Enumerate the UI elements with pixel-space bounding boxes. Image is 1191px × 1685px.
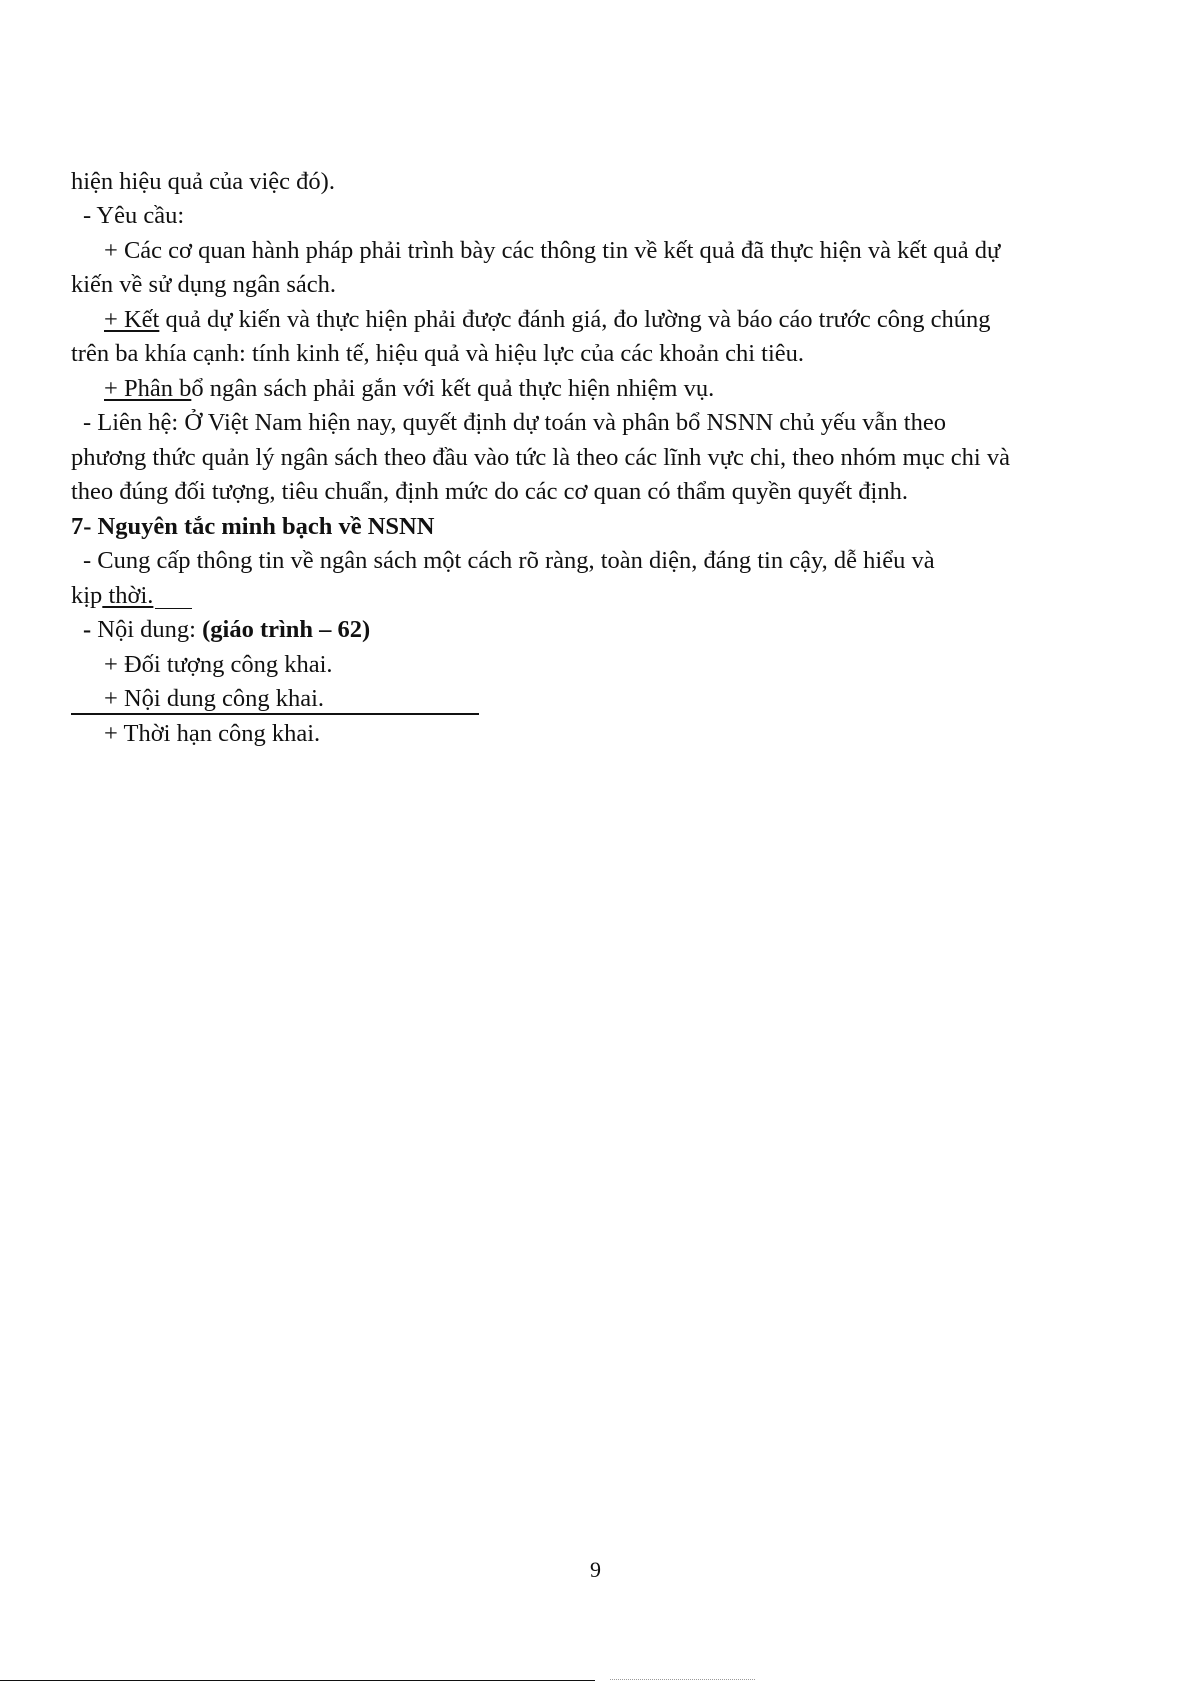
reference: (giáo trình – 62) bbox=[202, 616, 371, 643]
page-number: 9 bbox=[590, 1557, 601, 1582]
text-line: hiện hiệu quả của việc đó). bbox=[71, 168, 335, 195]
text-line bbox=[83, 615, 370, 645]
list-item: + Thời hạn công khai. bbox=[104, 720, 321, 747]
footer-rule bbox=[0, 1680, 595, 1681]
text-line: kiến về sử dụng ngân sách. bbox=[71, 271, 337, 298]
content-label: Nội dung: bbox=[91, 616, 203, 643]
underlined-text: thời. bbox=[102, 582, 154, 609]
footer-faint-mark bbox=[610, 1679, 755, 1680]
text-line: - Cung cấp thông tin về ngân sách một cách rõ ràng, toàn diện, đáng tin cậy, dễ hiểu và bbox=[83, 547, 935, 574]
text-line: trên ba khía cạnh: tính kinh tế, hiệu quả và hiệu lực của các khoản chi tiêu. bbox=[71, 340, 805, 367]
text-line: phương thức quản lý ngân sách theo đầu vào tức là theo các lĩnh vực chi, theo nhóm mục chi và bbox=[71, 444, 1010, 471]
text-line: - Liên hệ: Ở Việt Nam hiện nay, quyết định dự toán và phân bổ NSNN chủ yếu vẫn theo bbox=[83, 409, 946, 436]
text-line: - Yêu cầu: bbox=[83, 202, 185, 229]
text-line bbox=[104, 305, 991, 335]
underline-extension bbox=[155, 608, 192, 609]
text-span: kịp bbox=[71, 582, 103, 609]
list-item: + Nội dung công khai. bbox=[104, 685, 324, 712]
horizontal-rule bbox=[71, 713, 479, 715]
underlined-text: + Phân b bbox=[104, 375, 192, 402]
list-item: + Đối tượng công khai. bbox=[104, 651, 333, 678]
text-span: ổ ngân sách phải gắn với kết quả thực hiện nhiệm vụ. bbox=[191, 375, 715, 402]
text-line bbox=[71, 581, 153, 611]
text-line: theo đúng đối tượng, tiêu chuẩn, định mức do các cơ quan có thẩm quyền quyết định. bbox=[71, 478, 908, 505]
text-span: quả dự kiến và thực hiện phải được đánh giá, đo lường và báo cáo trước công chúng bbox=[159, 306, 991, 333]
section-heading: 7- Nguyên tắc minh bạch về NSNN bbox=[71, 513, 435, 540]
text-line: + Các cơ quan hành pháp phải trình bày các thông tin về kết quả đã thực hiện và kết quả dự bbox=[104, 237, 1001, 264]
text-line bbox=[104, 374, 714, 404]
underlined-text: + Kết bbox=[104, 306, 160, 333]
dash: - bbox=[83, 616, 92, 643]
